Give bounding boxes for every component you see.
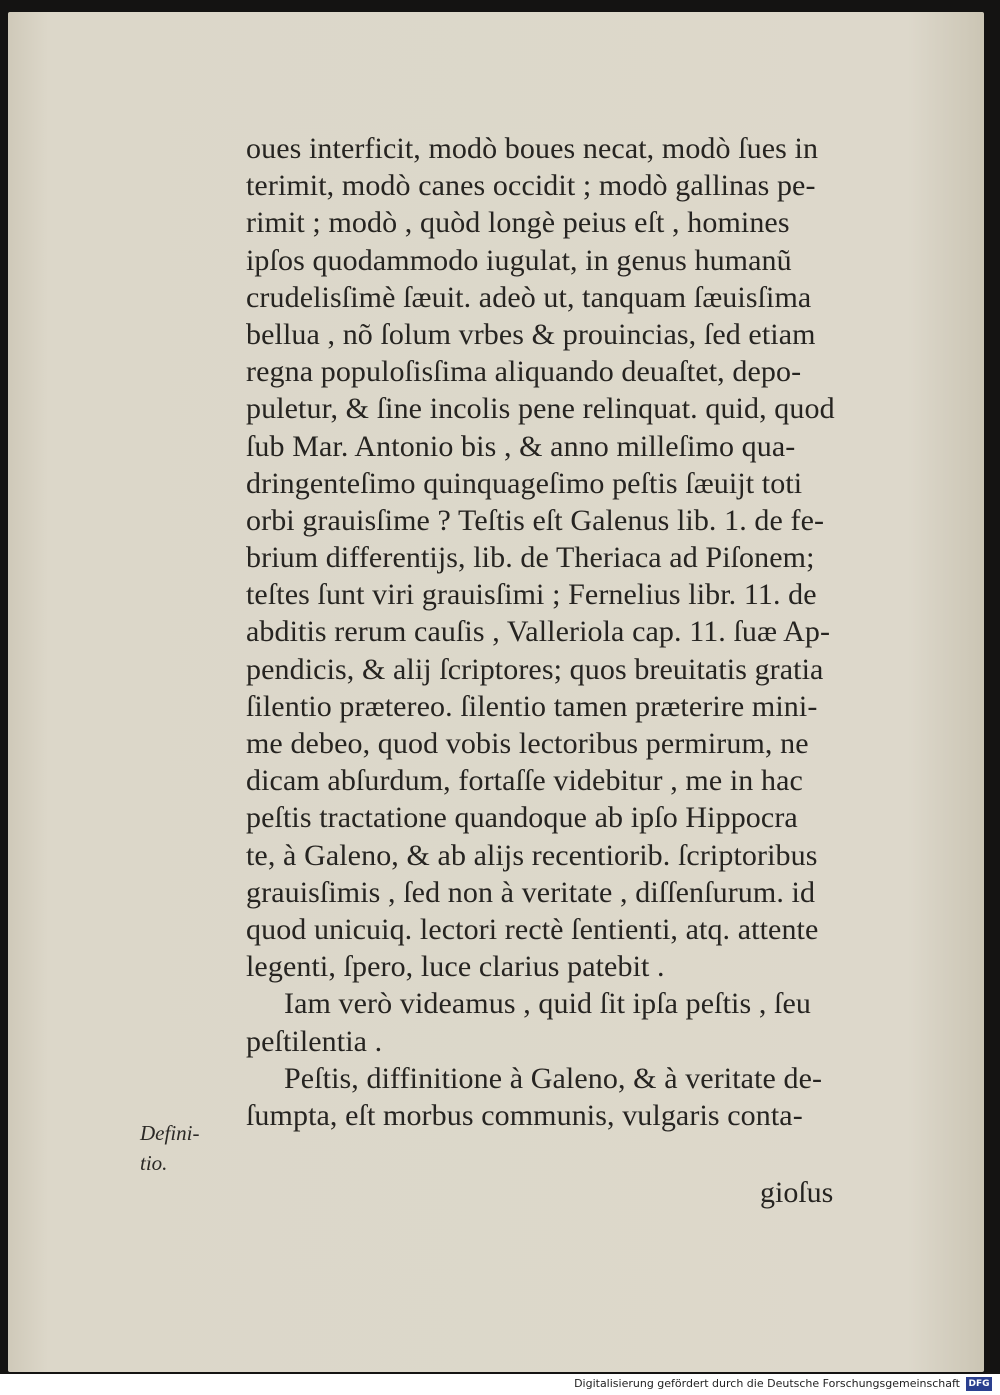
text-line: ipſos quodammodo iugulat, in genus humanũ — [246, 243, 792, 277]
text-line: pendicis, & alij ſcriptores; quos breuitatis gratia — [246, 652, 824, 686]
dfg-logo-icon: DFG — [966, 1377, 992, 1391]
text-line: crudelisſimè ſæuit. adeò ut, tanquam ſæuisſima — [246, 280, 812, 314]
text-line: ſumpta, eſt morbus communis, vulgaris conta- — [246, 1098, 803, 1132]
paragraph-start-line: Iam verò videamus , quid ſit ipſa peſtis , ſeu — [284, 987, 811, 1021]
text-line: legenti, ſpero, luce clarius patebit . — [246, 950, 665, 984]
text-line: regna populoſisſima aliquando deuaſtet, depo- — [246, 355, 802, 389]
definition-paragraph-start: Peſtis, diffinitione à Galeno, & à veritate de- — [284, 1061, 823, 1095]
margin-note — [140, 1118, 199, 1178]
text-line: abditis rerum cauſis , Valleriola cap. 11. ſuæ Ap- — [246, 615, 831, 649]
margin-note-line: Defini- — [140, 1121, 200, 1145]
text-line: ſub Mar. Antonio bis , & anno milleſimo qua- — [246, 429, 796, 463]
text-line: orbi grauisſime ? Teſtis eſt Galenus lib. 1. de fe- — [246, 503, 825, 537]
text-line: dicam abſurdum, fortaſſe videbitur , me in hac — [246, 764, 803, 798]
text-line: ſilentio prætereo. ſilentio tamen præterire mini- — [246, 689, 818, 723]
text-line: quod unicuiq. lectori rectè ſentienti, atq. attente — [246, 912, 819, 946]
text-line: peſtis tractatione quandoque ab ipſo Hippocra — [246, 801, 798, 835]
text-line: puletur, & ſine incolis pene relinquat. quid, quod — [246, 392, 835, 426]
text-line: terimit, modò canes occidit ; modò gallinas pe- — [246, 169, 816, 203]
text-line: rimit ; modò , quòd longè peius eſt , homines — [246, 206, 790, 240]
margin-note-line: tio. — [140, 1151, 168, 1175]
book-page — [8, 12, 984, 1372]
text-line: bellua , nõ ſolum vrbes & prouincias, ſed etiam — [246, 317, 816, 351]
text-line: brium differentijs, lib. de Theriaca ad Piſonem; — [246, 541, 815, 575]
text-line: grauisſimis , ſed non à veritate , diſſenſurum. id — [246, 875, 816, 909]
text-line: teſtes ſunt viri grauisſimi ; Fernelius libr. 11. de — [246, 578, 817, 612]
text-line: me debeo, quod vobis lectoribus permirum, ne — [246, 727, 809, 760]
text-line: te, à Galeno, & ab alijs recentiorib. ſcriptoribus — [246, 838, 818, 872]
main-text-block — [246, 130, 906, 1134]
text-line: dringenteſimo quinquageſimo peſtis ſæuijt toti — [246, 466, 803, 500]
funding-credit: Digitalisierung gefördert durch die Deutsche Forschungsgemeinschaft — [574, 1377, 960, 1390]
text-line: oues interficit, modò boues necat, modò ſues in — [246, 132, 819, 165]
footer-bar — [0, 1374, 1000, 1395]
catchword: gioſus — [760, 1176, 834, 1209]
text-line: peſtilentia . — [246, 1024, 383, 1058]
